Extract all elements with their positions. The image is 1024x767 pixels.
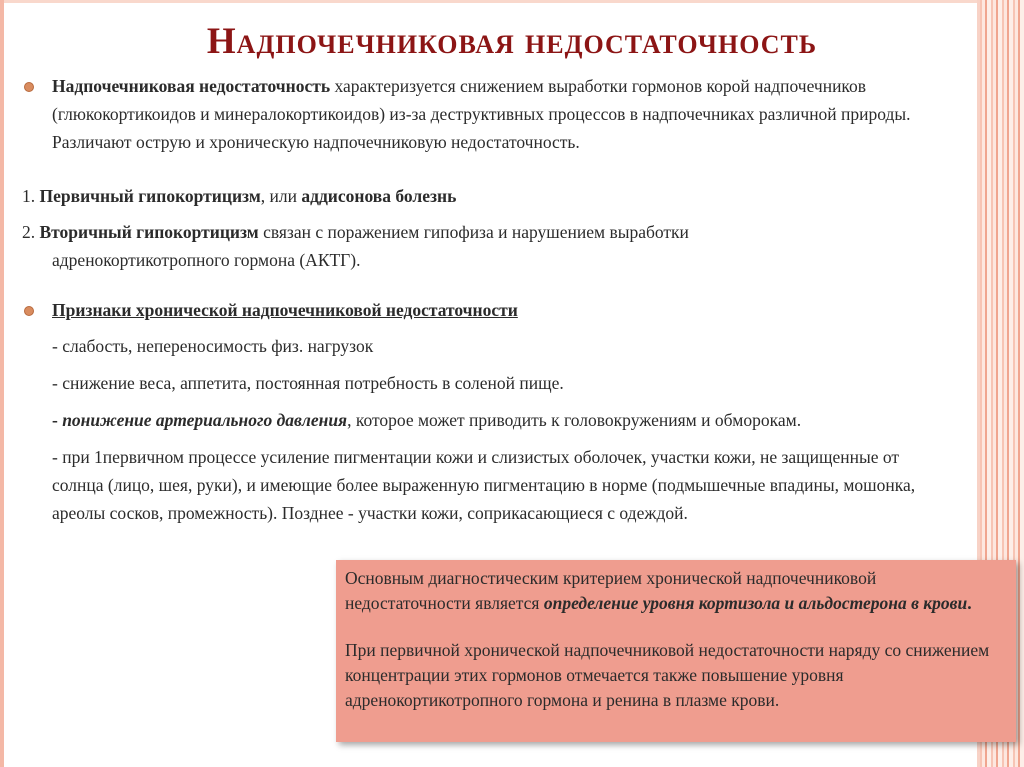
frame-top-border xyxy=(0,0,1024,3)
callout-p1-emphasis: определение уровня кортизола и альдостерона в крови xyxy=(543,593,968,613)
sign3-emphasis: понижение артериального давления xyxy=(62,410,348,430)
slide-title: Надпочечниковая недостаточность xyxy=(206,21,818,62)
sign-item-1: - слабость, непереносимость физ. нагрузок xyxy=(52,336,374,356)
callout-paragraph-2: При первичной хронической надпочечниковой недостаточности наряду со снижением концентрации этих гормонов отмечается также повышение уровня адренокортикотропного гормона и ренина в плазме крови. xyxy=(345,640,990,710)
intro-text: характеризуется снижением выработки гормонов корой надпочечников (глюкокортикоидов и минералокортикоидов) из-за деструктивных процессов в надпочечниках различной природы. Различают острую и хроническую надпочечниковую недостаточность. xyxy=(52,76,911,152)
item2-text-line2: адренокортикотропного гормона (АКТГ). xyxy=(52,250,361,270)
sign-item-4: - при 1первичном процессе усиление пигментации кожи и слизистых оболочек, участки кожи, не защищенные от солнца (лицо, шея, руки), и имеющие более выраженную пигментацию в норме (подмышечные впадины, мошонка, ареолы сосков, промежность). Позднее - участки кожи, соприкасающиеся с одеждой. xyxy=(52,447,916,523)
diagnosis-callout-box xyxy=(336,560,1016,742)
item1-number: 1. xyxy=(22,186,40,206)
bullet-icon xyxy=(24,82,34,92)
callout-paragraph-1 xyxy=(345,566,1004,616)
intro-paragraph xyxy=(22,72,982,156)
sign3-dash: - xyxy=(52,410,63,430)
intro-term: Надпочечниковая недостаточность xyxy=(52,76,331,96)
item2-number: 2. xyxy=(22,222,40,242)
slide-content xyxy=(22,72,982,536)
callout-p1-end: . xyxy=(967,593,972,613)
bullet-icon xyxy=(24,306,34,316)
list-item-1 xyxy=(22,182,982,210)
sign-item-2: - снижение веса, аппетита, постоянная потребность в соленой пище. xyxy=(52,373,564,393)
item1-term: Первичный гипокортицизм xyxy=(39,186,261,206)
signs-heading: Признаки хронической надпочечниковой недостаточности xyxy=(52,300,518,320)
item2-term: Вторичный гипокортицизм xyxy=(39,222,259,242)
list-item-2 xyxy=(22,218,982,274)
sign3-rest: , которое может приводить к головокружениям и обморокам. xyxy=(347,410,802,430)
sign-item-3 xyxy=(22,406,982,434)
callout-p1-text: Основным диагностическим критерием хронической надпочечниковой недостаточности является xyxy=(345,568,877,613)
item1-mid: , или xyxy=(260,186,302,206)
item1-term2: аддисонова болезнь xyxy=(301,186,457,206)
signs-heading-row xyxy=(22,296,982,324)
frame-left-border xyxy=(0,0,4,767)
item2-text-line1: связан с поражением гипофиза и нарушением выработки xyxy=(258,222,689,242)
